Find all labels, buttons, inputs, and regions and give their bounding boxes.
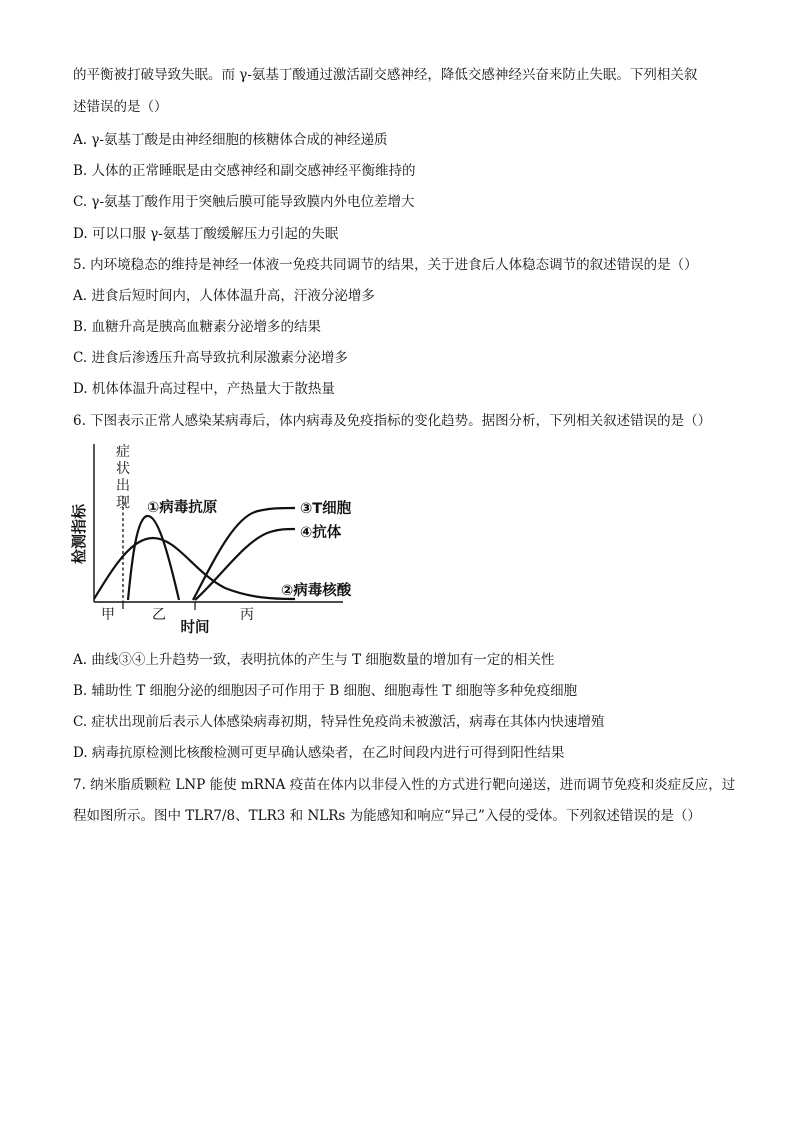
tcell-label: ③T细胞	[300, 501, 352, 517]
stage-yi: 乙	[152, 607, 166, 623]
q5-option-b: B. 血糖升高是胰高血糖素分泌增多的结果	[73, 319, 322, 335]
symptom-label-4: 现	[116, 495, 130, 511]
q4-stem-line2: 述错误的是（）	[73, 99, 168, 115]
q6-stem: 6. 下图表示正常人感染某病毒后，体内病毒及免疫指标的变化趋势。据图分析，下列相关叙述错误的是（）	[73, 413, 712, 429]
symptom-label-1: 症	[116, 444, 130, 460]
q5-option-c: C. 进食后渗透压升高导致抗利尿激素分泌增多	[73, 350, 348, 366]
antigen-curve	[128, 516, 179, 600]
nucleic-acid-label: ②病毒核酸	[281, 583, 352, 599]
nucleic-acid-curve	[94, 538, 295, 599]
symptom-label-2: 状	[116, 461, 130, 477]
q5-option-a: A. 进食后短时间内，人体体温升高，汗液分泌增多	[73, 288, 375, 304]
q4-option-b: B. 人体的正常睡眠是由交感神经和副交感神经平衡维持的	[73, 163, 416, 179]
x-axis-label: 时间	[180, 620, 210, 636]
antigen-label: ①病毒抗原	[147, 500, 218, 516]
symptom-label-3: 出	[116, 478, 130, 494]
q5-option-d: D. 机体体温升高过程中，产热量大于散热量	[73, 381, 335, 397]
q7-stem-line2: 程如图所示。图中 TLR7/8、TLR3 和 NLRs 为能感知和响应“异己”入侵的受体。下列叙述错误的是（）	[73, 808, 701, 824]
q6-option-a: A. 曲线③④上升趋势一致，表明抗体的产生与 T 细胞数量的增加有一定的相关性	[73, 652, 555, 668]
y-axis-label: 检测指标	[70, 503, 88, 565]
stage-bing: 丙	[240, 607, 254, 623]
q4-option-a: A. γ-氨基丁酸是由神经细胞的核糖体合成的神经递质	[73, 132, 388, 148]
q6-option-c: C. 症状出现前后表示人体感染病毒初期，特异性免疫尚未被激活，病毒在其体内快速增殖	[73, 714, 605, 730]
q4-stem-line1: 的平衡被打破导致失眠。而 γ-氨基丁酸通过激活副交感神经，降低交感神经兴奋来防止失眠。下列相关叙	[73, 67, 698, 83]
immune-response-figure	[70, 438, 375, 638]
q4-option-d: D. 可以口服 γ-氨基丁酸缓解压力引起的失眠	[73, 226, 339, 242]
q5-stem: 5. 内环境稳态的维持是神经一体液一免疫共同调节的结果，关于进食后人体稳态调节的叙述错误的是（）	[73, 257, 698, 273]
q7-stem-line1: 7. 纳米脂质颗粒 LNP 能使 mRNA 疫苗在体内以非侵入性的方式进行靶向递送，进而调节免疫和炎症反应，过	[73, 777, 736, 793]
stage-jia: 甲	[101, 607, 115, 623]
antibody-curve	[195, 529, 295, 600]
q6-option-b: B. 辅助性 T 细胞分泌的细胞因子可作用于 B 细胞、细胞毒性 T 细胞等多种免疫细胞	[73, 683, 578, 699]
q6-option-d: D. 病毒抗原检测比核酸检测可更早确认感染者，在乙时间段内进行可得到阳性结果	[73, 745, 565, 761]
antibody-label: ④抗体	[300, 525, 342, 541]
q4-option-c: C. γ-氨基丁酸作用于突触后膜可能导致膜内外电位差增大	[73, 194, 415, 210]
